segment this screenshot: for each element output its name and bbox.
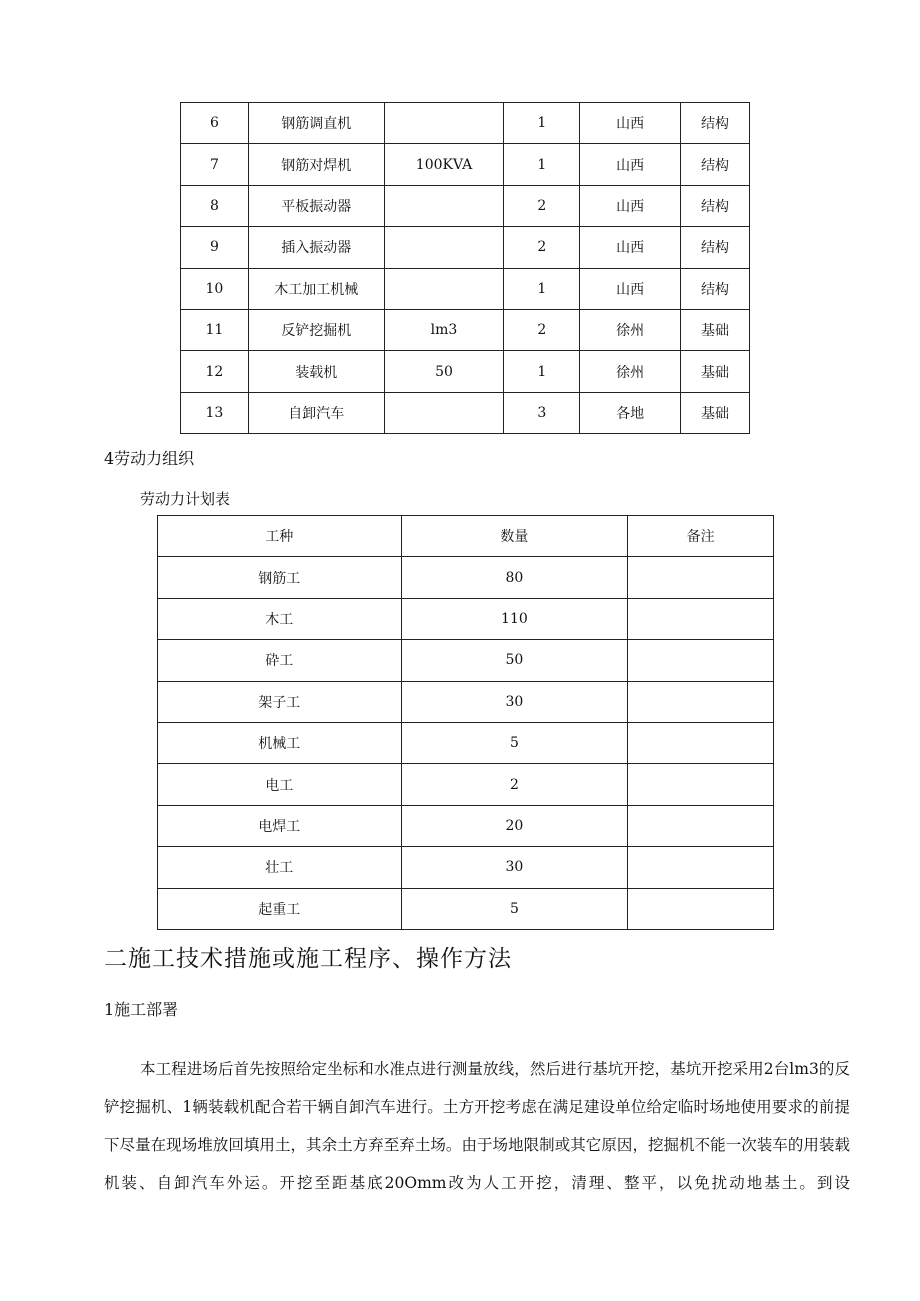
table-row [181,392,750,433]
equipment-cell-no: 8 [181,185,249,226]
labor-cell-count: 5 [401,888,628,929]
labor-table [157,515,774,930]
labor-cell-note [628,598,774,639]
labor-cell-trade: 壮工 [158,847,402,888]
equipment-cell-spec [384,268,504,309]
labor-cell-trade: 砕工 [158,640,402,681]
equipment-cell-spec [384,103,504,144]
labor-cell-note [628,557,774,598]
equipment-cell-qty: 2 [504,185,580,226]
table-row [158,681,774,722]
equipment-cell-qty: 1 [504,144,580,185]
equipment-cell-origin: 徐州 [580,351,681,392]
labor-cell-trade: 木工 [158,598,402,639]
equipment-cell-origin: 山西 [580,103,681,144]
body-paragraph: 本工程进场后首先按照给定坐标和水准点进行测量放线，然后进行基坑开挖，基坑开挖采用2台lm3的反铲挖掘机、1辆装载机配合若干辆自卸汽车进行。土方开挖考虑在满足建设单位给定临时场地使用要求的前提下尽量在现场堆放回填用土，其余土方弃至弃土场。由于场地限制或其它原因，挖掘机不能一次装车的用装载机装、自卸汽车外运。开挖至距基底20Omm改为人工开挖，清理、整平，以免扰动地基土。到设 [104,1060,850,1192]
labor-cell-trade: 钢筋工 [158,557,402,598]
equipment-cell-spec [384,392,504,433]
equipment-cell-name: 自卸汽车 [248,392,384,433]
labor-cell-trade: 电焊工 [158,805,402,846]
equipment-cell-use: 结构 [681,227,750,268]
labor-cell-note [628,681,774,722]
equipment-cell-spec: 100KVA [384,144,504,185]
header-count: 数量 [401,516,628,557]
equipment-cell-no: 10 [181,268,249,309]
labor-cell-count: 30 [401,681,628,722]
table-row [181,309,750,350]
labor-cell-note [628,805,774,846]
equipment-cell-no: 6 [181,103,249,144]
table-row [158,847,774,888]
equipment-cell-spec: 50 [384,351,504,392]
labor-cell-count: 30 [401,847,628,888]
equipment-cell-use: 基础 [681,309,750,350]
table-row [158,640,774,681]
equipment-cell-no: 9 [181,227,249,268]
equipment-cell-name: 钢筋对焊机 [248,144,384,185]
equipment-cell-name: 反铲挖掘机 [248,309,384,350]
equipment-cell-use: 结构 [681,185,750,226]
table-row [181,185,750,226]
equipment-cell-name: 平板振动器 [248,185,384,226]
table-row [181,268,750,309]
equipment-cell-origin: 徐州 [580,309,681,350]
equipment-cell-no: 12 [181,351,249,392]
equipment-cell-use: 结构 [681,268,750,309]
labor-cell-count: 80 [401,557,628,598]
equipment-cell-spec: lm3 [384,309,504,350]
labor-heading: 4劳动力组织 [104,449,195,468]
labor-cell-trade: 架子工 [158,681,402,722]
equipment-cell-origin: 山西 [580,268,681,309]
labor-cell-trade: 机械工 [158,722,402,763]
labor-cell-note [628,640,774,681]
equipment-cell-use: 基础 [681,392,750,433]
equipment-cell-no: 11 [181,309,249,350]
labor-cell-count: 20 [401,805,628,846]
equipment-cell-origin: 各地 [580,392,681,433]
labor-cell-count: 5 [401,722,628,763]
labor-table-header-row [158,516,774,557]
equipment-cell-qty: 1 [504,103,580,144]
table-row [158,557,774,598]
equipment-cell-name: 钢筋调直机 [248,103,384,144]
labor-cell-note [628,764,774,805]
table-row [158,764,774,805]
labor-cell-note [628,888,774,929]
equipment-cell-name: 装载机 [248,351,384,392]
equipment-cell-no: 7 [181,144,249,185]
labor-cell-count: 110 [401,598,628,639]
table-row [158,722,774,763]
equipment-cell-origin: 山西 [580,227,681,268]
labor-cell-count: 50 [401,640,628,681]
equipment-cell-origin: 山西 [580,185,681,226]
equipment-cell-name: 插入振动器 [248,227,384,268]
equipment-cell-use: 基础 [681,351,750,392]
equipment-cell-use: 结构 [681,144,750,185]
equipment-cell-qty: 1 [504,268,580,309]
equipment-cell-qty: 2 [504,227,580,268]
sub-heading: 1施工部署 [104,1000,179,1019]
table-row [181,351,750,392]
labor-cell-trade: 起重工 [158,888,402,929]
table-row [181,103,750,144]
labor-cell-note [628,722,774,763]
table-row [181,227,750,268]
equipment-cell-qty: 1 [504,351,580,392]
table-row [158,598,774,639]
equipment-cell-qty: 2 [504,309,580,350]
section-heading: 二施工技术措施或施工程序、操作方法 [104,946,512,972]
equipment-cell-name: 木工加工机械 [248,268,384,309]
equipment-cell-spec [384,227,504,268]
equipment-cell-use: 结构 [681,103,750,144]
labor-table-caption: 劳动力计划表 [140,490,231,508]
labor-cell-count: 2 [401,764,628,805]
equipment-cell-spec [384,185,504,226]
table-row [158,888,774,929]
equipment-cell-origin: 山西 [580,144,681,185]
equipment-cell-no: 13 [181,392,249,433]
header-trade: 工种 [158,516,402,557]
table-row [181,144,750,185]
equipment-table [180,102,750,434]
labor-cell-trade: 电工 [158,764,402,805]
header-note: 备注 [628,516,774,557]
labor-cell-note [628,847,774,888]
body-paragraph-container [104,1050,850,1202]
equipment-cell-qty: 3 [504,392,580,433]
table-row [158,805,774,846]
